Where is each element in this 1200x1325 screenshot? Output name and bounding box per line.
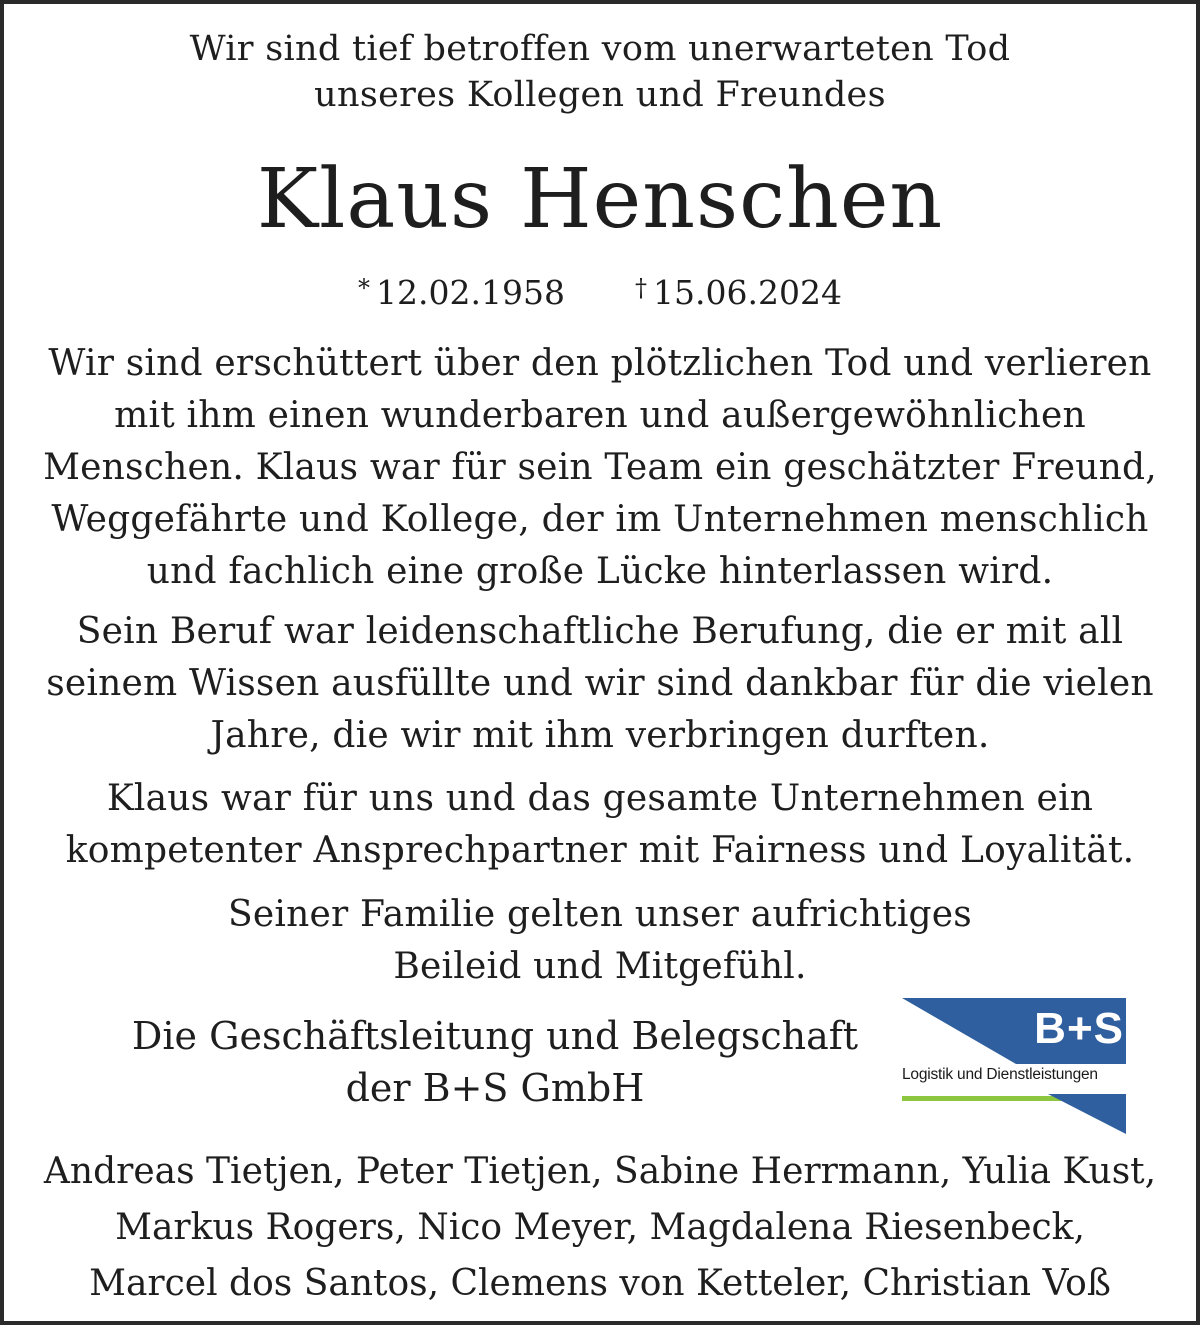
paragraph-line: Weggefährte und Kollege, der im Unternehmen menschlich: [51, 499, 1149, 540]
death-date-group: [635, 273, 842, 312]
signature-line: Die Geschäftsleitung und Belegschaft: [131, 1014, 859, 1058]
paragraph-line: Wir sind erschüttert über den plötzlichen Tod und verlieren: [48, 343, 1152, 384]
paragraph-profession: [0, 606, 1200, 762]
paragraph-line: Seiner Familie gelten unser aufrichtiges: [228, 894, 972, 935]
paragraph-line: kompetenter Ansprechpartner mit Fairness und Loyalität.: [65, 830, 1135, 871]
paragraph-line: Jahre, die wir mit ihm verbringen durften.: [210, 715, 990, 756]
paragraph-tribute: [0, 338, 1200, 598]
death-symbol: †: [635, 274, 647, 302]
signature-line: der B+S GmbH: [345, 1066, 645, 1110]
paragraph-line: Klaus war für uns und das gesamte Unternehmen ein: [106, 778, 1094, 819]
logo-tagline: Logistik und Dienstleistungen: [902, 1066, 1098, 1083]
birth-symbol: *: [358, 274, 371, 302]
paragraph-line: und fachlich eine große Lücke hinterlassen wird.: [146, 551, 1054, 592]
names-line: Markus Rogers, Nico Meyer, Magdalena Riesenbeck,: [115, 1207, 1085, 1248]
paragraph-character: [0, 773, 1200, 877]
deceased-name: Klaus Henschen: [256, 152, 944, 247]
intro-line: Wir sind tief betroffen vom unerwarteten Tod: [189, 29, 1011, 69]
paragraph-line: Beileid und Mitgefühl.: [393, 946, 807, 987]
death-date: 15.06.2024: [653, 273, 842, 312]
intro-text: [0, 26, 1200, 118]
names-line: Andreas Tietjen, Peter Tietjen, Sabine Herrmann, Yulia Kust,: [43, 1151, 1157, 1192]
signature-block: [100, 1010, 890, 1114]
paragraph-line: seinem Wissen ausfüllte und wir sind dankbar für die vielen: [46, 663, 1154, 704]
names-line: Marcel dos Santos, Clemens von Ketteler, Christian Voß: [89, 1263, 1111, 1304]
company-logo: [898, 994, 1130, 1136]
birth-date-group: [358, 273, 565, 312]
paragraph-line: Sein Beruf war leidenschaftliche Berufung, die er mit all: [76, 611, 1124, 652]
paragraph-line: mit ihm einen wunderbaren und außergewöhnlichen: [114, 395, 1086, 436]
intro-line: unseres Kollegen und Freundes: [314, 75, 886, 115]
birth-date: 12.02.1958: [376, 273, 565, 312]
life-dates: [0, 266, 1200, 315]
logo-mark-text: B+S: [1034, 1004, 1124, 1053]
paragraph-condolence: [0, 889, 1200, 993]
paragraph-line: Menschen. Klaus war für sein Team ein geschätzter Freund,: [43, 447, 1157, 488]
mourner-names: [0, 1144, 1200, 1312]
